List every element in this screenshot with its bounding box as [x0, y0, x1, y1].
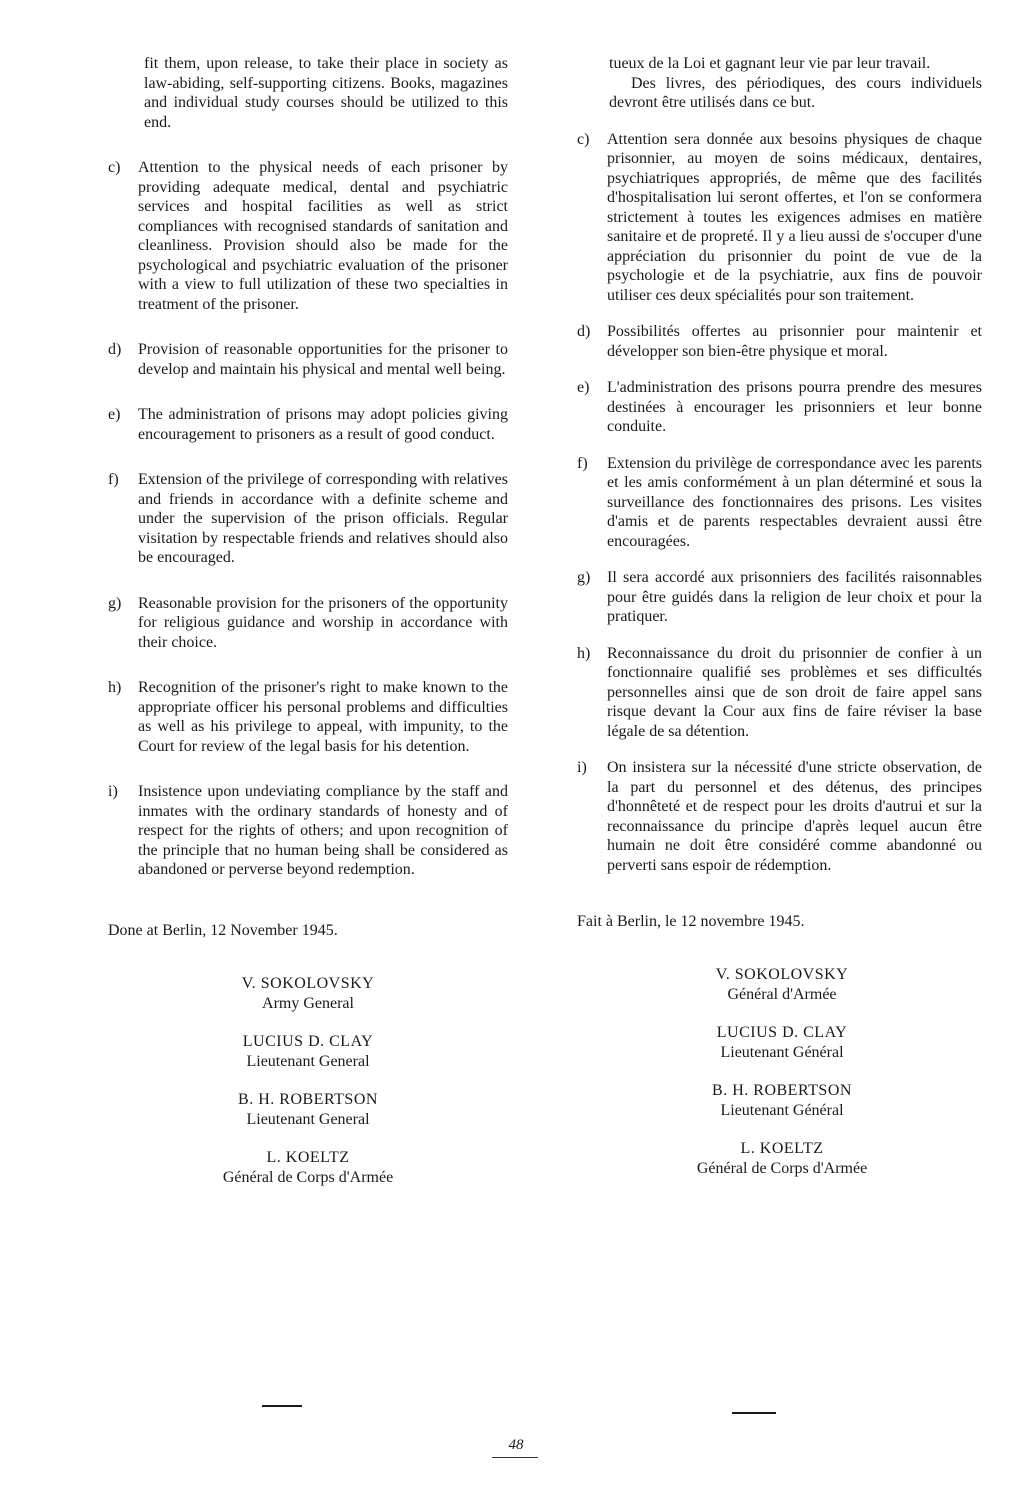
signature-block	[128, 1148, 488, 1188]
english-item-g	[108, 594, 508, 653]
signatory-name: L. KOELTZ	[266, 1148, 350, 1166]
english-closing-line: Done at Berlin, 12 November 1945.	[108, 921, 338, 939]
item-label: g)	[108, 594, 122, 612]
item-text: L'administration des prisons pourra prendre des mesures destinées à encourager les prisonniers et leur bonne conduite.	[607, 379, 982, 435]
item-text: Reasonable provision for the prisoners of the opportunity for religious guidance and worship in accordance with their choice.	[138, 594, 508, 651]
item-label: e)	[577, 379, 590, 396]
french-column	[577, 54, 982, 1179]
signatory-name: L. KOELTZ	[740, 1140, 824, 1157]
signatory-title: Lieutenant Général	[720, 1044, 844, 1061]
french-intro-line: tueux de la Loi et gagnant leur vie par leur travail.	[609, 55, 931, 72]
item-text: Attention to the physical needs of each prisoner by providing adequate medical, dental and psychiatric services and hospital facilities as well as strict compliances with recognised standards of sanitation and cleanliness. Provision should also be made for the psychological and psychiatric evaluation of the prisoner with a view to full utilization of these two specialties in treatment of the prisoner.	[138, 159, 508, 313]
french-item-h	[577, 644, 982, 742]
item-text: Recognition of the prisoner's right to make known to the appropriate officer his personal problems and difficulties as well as his privilege to appeal, with impunity, to the Court for review of the legal basis for his detention.	[138, 679, 508, 755]
item-label: i)	[577, 759, 587, 776]
signatory-title: Lieutenant General	[246, 1110, 370, 1128]
item-label: f)	[108, 471, 119, 488]
french-intro-line: Des livres, des périodiques, des cours individuels devront être utilisés dans ce but.	[609, 74, 982, 111]
item-label: h)	[577, 644, 591, 662]
signature-block	[128, 974, 488, 1014]
item-label: i)	[108, 783, 118, 800]
english-item-d	[108, 340, 508, 379]
signatory-name: B. H. ROBERTSON	[712, 1082, 852, 1099]
french-item-d	[577, 322, 982, 361]
signatory-title: Général de Corps d'Armée	[696, 1160, 868, 1177]
english-end-rule	[262, 1405, 302, 1407]
english-column	[108, 54, 508, 1188]
english-item-f	[108, 470, 508, 568]
signature-block	[128, 1032, 488, 1072]
item-text: On insistera sur la nécessité d'une stricte observation, de la part du personnel et des détenus, des principes d'honnêteté et de respect pour les droits d'autrui et sur la reconnaissance du principe d'après lequel aucun être humain ne doit être considéré comme abandonné ou perverti sans espoir de rédemption.	[607, 759, 982, 874]
item-text: Attention sera donnée aux besoins physiques de chaque prisonnier, au moyen de soins médicaux, dentaires, psychiatriques appropriés, de même que des facilités d'hospitalisation lui seront offertes, et l'on se conformera strictement à toutes les exigences admises en matière sanitaire et de propreté. Il y a lieu aussi de s'occuper d'une appréciation du prisonnier du point de vue de la psychologie et de la psychiatrie, aux fins de pouvoir utiliser ces deux spécialités pour son traitement.	[607, 130, 982, 304]
signatory-name: LUCIUS D. CLAY	[716, 1024, 848, 1041]
item-label: c)	[577, 130, 590, 148]
signatory-name: B. H. ROBERTSON	[238, 1090, 378, 1108]
item-label: f)	[577, 454, 588, 472]
french-item-c	[577, 130, 982, 306]
signature-block	[128, 1090, 488, 1130]
item-label: e)	[108, 406, 121, 423]
english-item-i	[108, 782, 508, 880]
signature-block	[607, 1139, 957, 1179]
signature-block	[607, 965, 957, 1005]
signature-block	[607, 1081, 957, 1121]
signatory-title: Lieutenant Général	[720, 1102, 844, 1119]
item-text: Reconnaissance du droit du prisonnier de confier à un fonctionnaire qualifié ses problèmes et ses difficultés personnelles ainsi que de son droit de faire appel sans risque devant la Cour aux fins de faire réviser la base légale de sa détention.	[607, 644, 982, 740]
item-label: c)	[108, 159, 121, 176]
item-text: Possibilités offertes au prisonnier pour maintenir et développer son bien-être physique et moral.	[607, 323, 982, 360]
item-label: g)	[577, 569, 591, 586]
item-text: Extension of the privilege of corresponding with relatives and friends in accordance with a definite scheme and under the supervision of the prison officials. Regular visitation by respectable friends and relatives should also be encouraged.	[138, 471, 508, 566]
french-item-i	[577, 758, 982, 875]
item-label: h)	[108, 679, 122, 696]
signatory-title: Army General	[262, 994, 354, 1012]
french-item-g	[577, 568, 982, 627]
item-text: Il sera accordé aux prisonniers des facilités raisonnables pour être guidés dans la religion de leur choix et pour la pratiquer.	[607, 569, 982, 625]
page-number: 48	[508, 1437, 524, 1453]
english-item-e	[108, 405, 508, 444]
signatory-name: LUCIUS D. CLAY	[242, 1032, 374, 1050]
signatory-name: V. SOKOLOVSKY	[715, 966, 849, 983]
item-text: Extension du privilège de correspondance avec les parents et les amis conformément à un plan déterminé et sous la surveillance des fonctionnaires des prisons. Les visites d'amis et de parents respectables devraient aussi être encouragées.	[607, 454, 982, 550]
english-item-c	[108, 158, 508, 314]
signatory-title: Général de Corps d'Armée	[222, 1168, 394, 1186]
item-label: d)	[577, 323, 591, 340]
english-intro-paragraph: fit them, upon release, to take their place in society as law-abiding, self-supporting citizens. Books, magazines and individual study courses should be utilized to this end.	[144, 55, 508, 131]
item-label: d)	[108, 341, 122, 358]
french-item-f	[577, 454, 982, 552]
item-text: The administration of prisons may adopt policies giving encouragement to prisoners as a result of good conduct.	[138, 406, 508, 443]
french-end-rule	[732, 1412, 776, 1414]
french-closing-line: Fait à Berlin, le 12 novembre 1945.	[577, 913, 805, 930]
french-item-e	[577, 378, 982, 437]
signature-block	[607, 1023, 957, 1063]
signatory-title: Lieutenant General	[246, 1052, 370, 1070]
signatory-name: V. SOKOLOVSKY	[241, 974, 375, 992]
page-number-underline	[492, 1457, 538, 1458]
item-text: Insistence upon undeviating compliance by the staff and inmates with the ordinary standards of honesty and of respect for the rights of others; and upon recognition of the principle that no human being shall be considered as abandoned or perverse beyond redemption.	[138, 783, 508, 878]
english-item-h	[108, 678, 508, 756]
signatory-title: Général d'Armée	[727, 986, 837, 1003]
item-text: Provision of reasonable opportunities for the prisoner to develop and maintain his physical and mental well being.	[138, 341, 508, 378]
